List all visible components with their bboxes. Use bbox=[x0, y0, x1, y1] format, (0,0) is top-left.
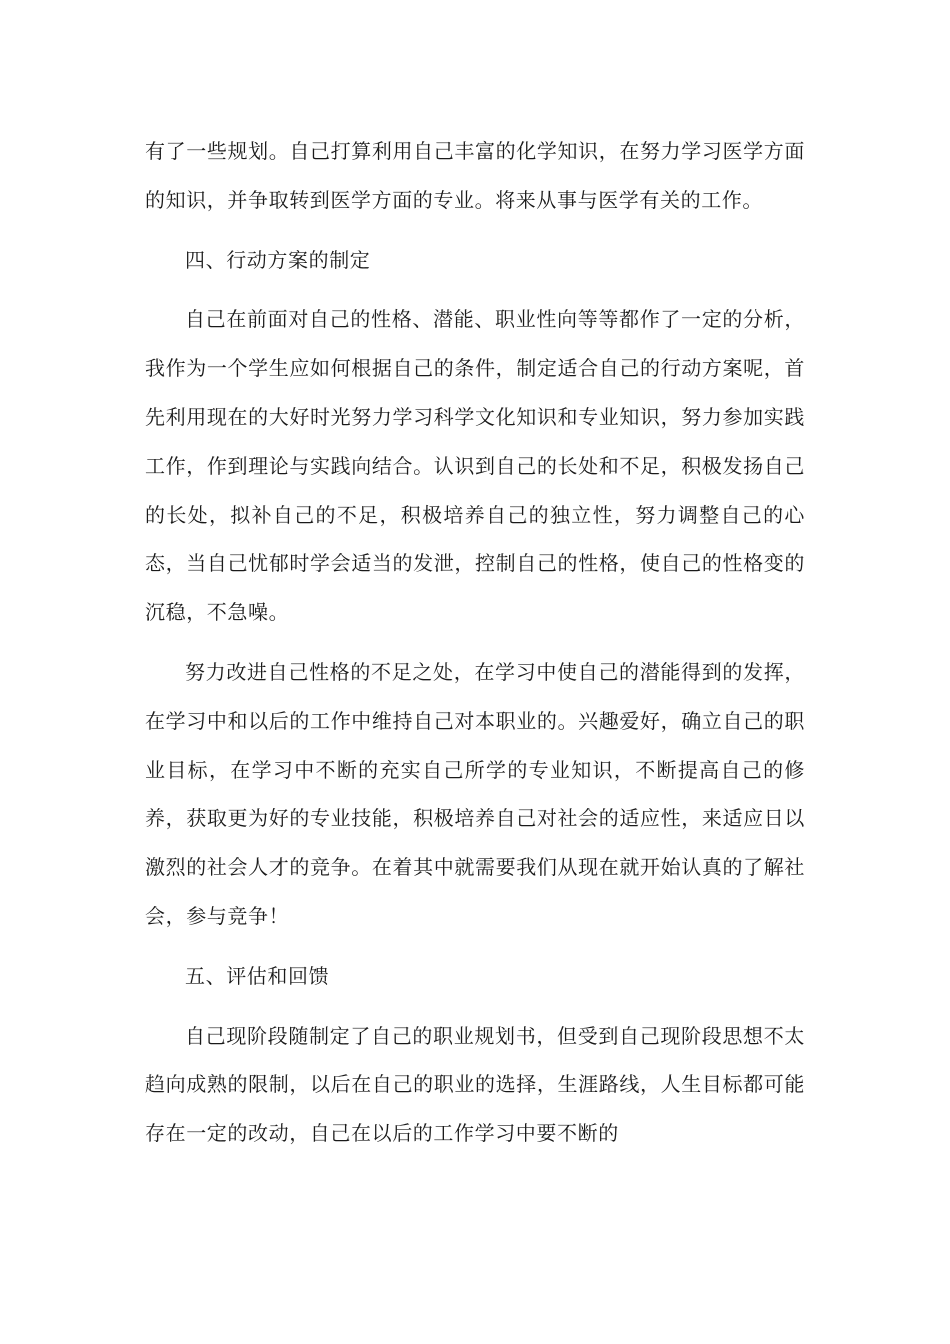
paragraph-action-plan-2: 努力改进自己性格的不足之处，在学习中使自己的潜能得到的发挥，在学习中和以后的工作中维持自己对本职业的。兴趣爱好，确立自己的职业目标，在学习中不断的充实自己所学的专业知识，不断提高自己的修养，获取更为好的专业技能，积极培养自己对社会的适应性，来适应日以激烈的社会人才的竞争。在着其中就需要我们从现在就开始认真的了解社会，参与竞争！ bbox=[145, 659, 805, 928]
section-heading-evaluation: 五、评估和回馈 bbox=[185, 963, 330, 988]
paragraph-evaluation-1: 自己现阶段随制定了自己的职业规划书，但受到自己现阶段思想不太趋向成熟的限制，以后在自己的职业的选择，生涯路线，人生目标都可能存在一定的改动，自己在以后的工作学习中要不断的 bbox=[145, 1023, 805, 1146]
document-body bbox=[145, 127, 805, 1158]
section-heading-action-plan: 四、行动方案的制定 bbox=[185, 247, 371, 272]
paragraph-action-plan-1: 自己在前面对自己的性格、潜能、职业性向等等都作了一定的分析，我作为一个学生应如何根据自己的条件，制定适合自己的行动方案呢，首先利用现在的大好时光努力学习科学文化知识和专业知识，努力参加实践工作，作到理论与实践向结合。认识到自己的长处和不足，积极发扬自己的长处，拟补自己的不足，积极培养自己的独立性，努力调整自己的心态，当自己忧郁时学会适当的发泄，控制自己的性格，使自己的性格变的沉稳，不急噪。 bbox=[145, 307, 805, 625]
paragraph-continuation: 有了一些规划。自己打算利用自己丰富的化学知识，在努力学习医学方面的知识，并争取转到医学方面的专业。将来从事与医学有关的工作。 bbox=[145, 139, 805, 212]
